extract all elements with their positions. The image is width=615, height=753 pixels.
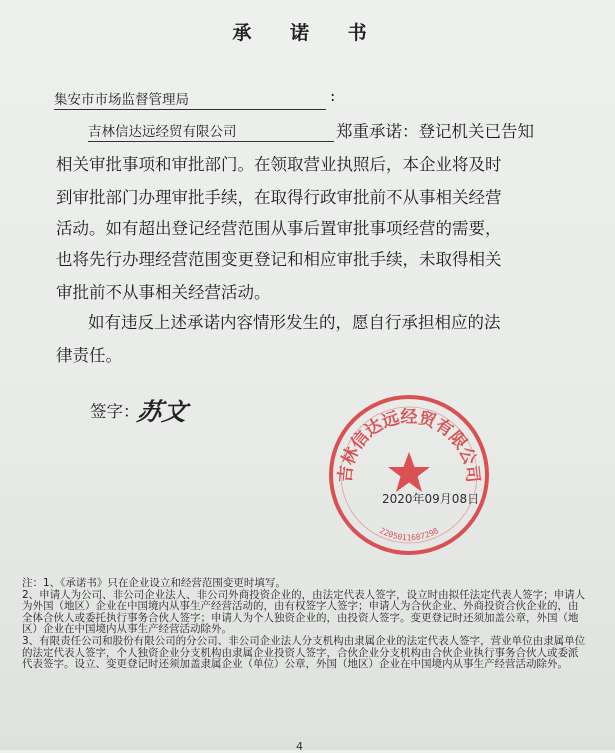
paragraph2-line: 如有违反上述承诺内容情形发生的，愿自行承担相应的法 [88,313,501,332]
body-line: 郑重承诺：登记机关已告知 [336,122,534,141]
body-line: 审批前不从事相关经营活动。 [56,283,271,302]
note-item: 3、有限责任公司和股份有限公司的分公司、非公司企业法人分支机构由隶属企业的法定代表人签字，营业单位由隶属单位的法定代表人签字，个人独资企业分支机构由隶属企业投资人签字，合伙企业分支机构由合伙企业执行事务合伙人或委派代表签字。设立、变更登记时还须加盖隶属企业（单位）公章，外国（地区）企业在中国境内从事生产经营活动除外。 [22,634,586,671]
body-line: 活动。如有超出登记经营范围从事后置审批事项经营的需要， [56,219,502,238]
signature-label: 签字： [90,402,140,421]
handwritten-signature: 苏文 [135,397,191,426]
seal-company-text: 吉林信达远经贸有限公司 [335,407,483,484]
seal-star-icon [388,452,430,492]
note-item: 2、申请人为公司、非公司企业法人、非公司外商投资企业的，由法定代表人签字，设立时由拟任法定代表人签字；申请人为外国（地区）企业在中国境内从事生产经营活动的，由有权签字人签字；申请人为合伙企业、外商投资合伙企业的，由全体合伙人或委托执行事务合伙人签字；申请人为个人独资企业的，由投资人签字。变更登记时还须加盖公章，外国（地区）企业在中国境内从事生产经营活动除外。 [22,588,586,636]
page-number: 4 [296,740,303,753]
paragraph2-line: 律责任。 [56,346,122,365]
note-item: 注：1、《承诺书》只在企业设立和经营范围变更时填写。 [22,577,286,589]
body-line: 相关审批事项和审批部门。在领取营业执照后，本企业将及时 [56,155,502,174]
body-line: 到审批部门办理审批手续，在取得行政审批前不从事相关经营 [56,188,502,207]
addressee-field: 集安市市场监督管理局 [54,88,326,110]
notes-section [22,578,588,671]
company-seal [326,392,492,558]
signing-date: 2020年09月08日 [382,492,480,506]
body-line: 也将先行办理经营范围变更登记和相应审批手续，未取得相关 [56,250,502,269]
document-title: 承 诺 书 [232,22,383,44]
addressee-colon: : [330,86,336,105]
seal-code-text: 2205011687298 [377,526,441,543]
company-name-field: 吉林信达远经贸有限公司 [88,120,334,142]
